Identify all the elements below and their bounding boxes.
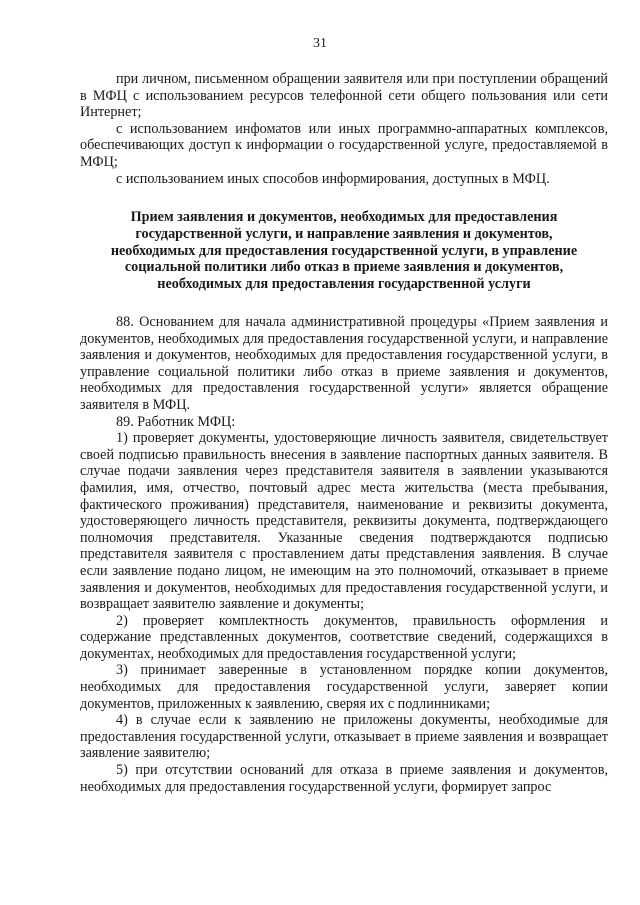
body-paragraph: 1) проверяет документы, удостоверяющие личность заявителя, свидетельствует своей подписью правильность внесения в заявление паспортных данных заявителя. В случае подачи заявления через представителя заявителя в заявлении указываются фамилия, имя, отчество, почтовый адрес места жительства (места пребывания, фактического проживания) представителя, наименование и реквизиты документа, удостоверяющего личность представителя, реквизиты документа, подтверждающего полномочия представителя. Указанные сведения подтверждаются подписью представителя заявителя с проставлением даты представления заявления. В случае если заявление подано лицом, не имеющим на это полномочий, отказывает в приеме заявления и документов, необходимых для предоставления государственной услуги, и возвращает заявителю заявление и документы; — [80, 430, 608, 613]
body-paragraph: 3) принимает заверенные в установленном порядке копии документов, необходимых для предоставления государственной услуги, заверяет копии документов, приложенных к заявлению, сверяя их с подлинниками; — [80, 662, 608, 712]
intro-block — [80, 71, 608, 187]
page-number: 31 — [313, 36, 327, 51]
body-paragraph: 4) в случае если к заявлению не приложены документы, необходимые для предоставления государственной услуги, отказывает в приеме заявления и возвращает заявление заявителю; — [80, 712, 608, 762]
intro-paragraph: при личном, письменном обращении заявителя или при поступлении обращений в МФЦ с использованием ресурсов телефонной сети общего пользования или сети Интернет; — [80, 71, 608, 121]
intro-paragraph: с использованием иных способов информирования, доступных в МФЦ. — [116, 170, 550, 187]
body-paragraph: 2) проверяет комплектность документов, правильность оформления и содержание представленных документов, соответствие сведений, содержащихся в документах, необходимых для предоставления государственной услуги; — [80, 612, 608, 662]
body-block — [80, 314, 608, 795]
body-paragraph: 89. Работник МФЦ: — [116, 413, 236, 430]
intro-paragraph: с использованием инфоматов или иных программно-аппаратных комплексов, обеспечивающих доступ к информации о государственной услуге, предоставляемой в МФЦ; — [80, 120, 608, 170]
body-paragraph: 5) при отсутствии оснований для отказа в приеме заявления и документов, необходимых для предоставления государственной услуги, формирует запрос — [80, 762, 608, 795]
section-heading: Прием заявления и документов, необходимых для предоставления государственной услуги, и направление заявления и документов, необходимых для предоставления государственной услуги, в управление социальной политики либо отказ в приеме заявления и документов, необходимых для предоставления государственной услуги — [110, 209, 578, 293]
body-paragraph: 88. Основанием для начала административной процедуры «Прием заявления и документов, необходимых для предоставления государственной услуги, и направление заявления и документов, необходимых для предоставления государственной услуги, в управление социальной политики либо отказ в приеме заявления и документов, необходимых для предоставления государственной услуги» является обращение заявителя в МФЦ. — [80, 314, 608, 413]
